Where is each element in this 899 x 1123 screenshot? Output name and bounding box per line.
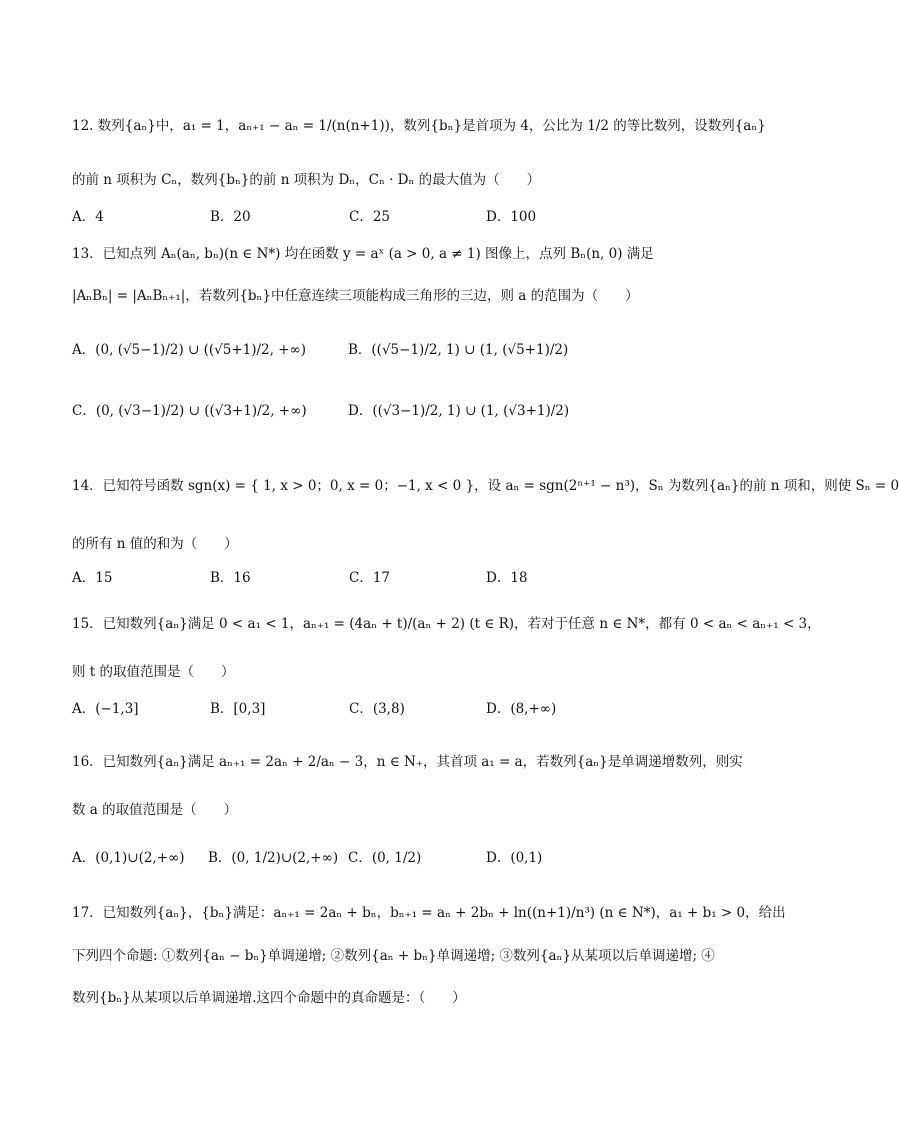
q13-options-row2 — [72, 401, 732, 429]
q14-line1: 14．已知符号函数 sgn(x) = { 1, x > 0；0, x = 0；−1, x < 0 }，设 aₙ = sgn(2ⁿ⁺¹ − n³)，Sₙ 为数列{aₙ}的前 n 项和，则使 Sₙ = 0 — [72, 478, 899, 494]
q14-options — [72, 568, 732, 596]
q15-options — [72, 699, 732, 727]
q12-option-d[interactable]: D．100 — [486, 209, 537, 225]
q17-line3: 数列{bₙ}从某项以后单调递增.这四个命题中的真命题是：（ ） — [72, 990, 466, 1006]
q14-option-b[interactable]: B．16 — [210, 570, 251, 586]
q13-option-c[interactable]: C．(0, (√3−1)/2) ∪ ((√3+1)/2, +∞) — [72, 403, 307, 419]
q16-line1: 16．已知数列{aₙ}满足 aₙ₊₁ = 2aₙ + 2/aₙ − 3，n ∈ N₊，其首项 a₁ = a，若数列{aₙ}是单调递增数列，则实 — [72, 754, 743, 770]
q12-option-c[interactable]: C．25 — [349, 209, 391, 225]
q13-options-row1 — [72, 340, 732, 368]
q15-option-c[interactable]: C．(3,8) — [349, 701, 405, 717]
q16-options — [72, 848, 732, 876]
q15-line1: 15．已知数列{aₙ}满足 0 < a₁ < 1，aₙ₊₁ = (4aₙ + t)/(aₙ + 2) (t ∈ R)，若对于任意 n ∈ N*，都有 0 < aₙ < aₙ₊₁ < 3， — [72, 616, 821, 632]
q12-option-a[interactable]: A．4 — [72, 209, 104, 225]
q13-option-d[interactable]: D．((√3−1)/2, 1) ∪ (1, (√3+1)/2) — [348, 403, 570, 419]
q15-line2: 则 t 的取值范围是（ ） — [72, 664, 235, 680]
q14-option-d[interactable]: D．18 — [486, 570, 528, 586]
q16-option-c[interactable]: C．(0, 1/2) — [348, 850, 422, 866]
q12-line2: 的前 n 项积为 Cₙ，数列{bₙ}的前 n 项积为 Dₙ，Cₙ · Dₙ 的最大值为（ ） — [72, 172, 541, 188]
q15-option-d[interactable]: D．(8,+∞) — [486, 701, 557, 717]
q16-option-b[interactable]: B．(0, 1/2)∪(2,+∞) — [208, 850, 339, 866]
q15-option-a[interactable]: A．(−1,3] — [72, 701, 139, 717]
q17-line1: 17．已知数列{aₙ}，{bₙ}满足：aₙ₊₁ = 2aₙ + bₙ，bₙ₊₁ = aₙ + 2bₙ + ln((n+1)/n³) (n ∈ N*)，a₁ + b₁ > 0，给出 — [72, 905, 786, 921]
q12-option-b[interactable]: B．20 — [210, 209, 251, 225]
q12-line1: 12. 数列{aₙ}中，a₁ = 1，aₙ₊₁ − aₙ = 1/(n(n+1))，数列{bₙ}是首项为 4，公比为 1/2 的等比数列，设数列{aₙ} — [72, 118, 766, 134]
q16-line2: 数 a 的取值范围是（ ） — [72, 802, 238, 818]
q12-options — [72, 207, 732, 235]
q16-option-a[interactable]: A．(0,1)∪(2,+∞) — [72, 850, 185, 866]
q13-option-b[interactable]: B．((√5−1)/2, 1) ∪ (1, (√5+1)/2) — [348, 342, 569, 358]
q16-option-d[interactable]: D．(0,1) — [486, 850, 543, 866]
q14-option-c[interactable]: C．17 — [349, 570, 391, 586]
q14-option-a[interactable]: A．15 — [72, 570, 113, 586]
q14-line2: 的所有 n 值的和为（ ） — [72, 536, 238, 552]
q13-line2: |AₙBₙ| = |AₙBₙ₊₁|，若数列{bₙ}中任意连续三项能构成三角形的三边，则 a 的范围为（ ） — [72, 288, 639, 304]
q13-option-a[interactable]: A．(0, (√5−1)/2) ∪ ((√5+1)/2, +∞) — [72, 342, 307, 358]
q17-line2: 下列四个命题: ①数列{aₙ − bₙ}单调递增; ②数列{aₙ + bₙ}单调递增; ③数列{aₙ}从某项以后单调递增; ④ — [72, 948, 715, 964]
q15-option-b[interactable]: B．[0,3] — [210, 701, 266, 717]
q13-line1: 13．已知点列 Aₙ(aₙ, bₙ)(n ∈ N*) 均在函数 y = aˣ (a > 0, a ≠ 1) 图像上，点列 Bₙ(n, 0) 满足 — [72, 246, 654, 262]
